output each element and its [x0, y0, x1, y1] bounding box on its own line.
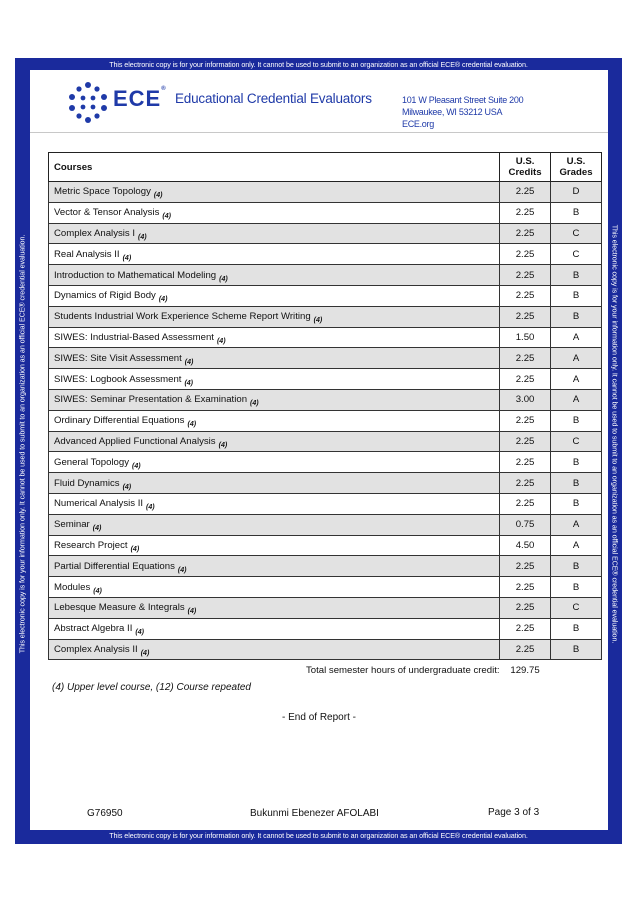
course-name: Metric Space Topology [54, 186, 151, 198]
course-level-marker: (4) [184, 379, 194, 387]
credits-cell: 1.50 [500, 327, 551, 348]
level-footnote: (4) Upper level course, (12) Course repeated [52, 682, 251, 693]
organization-address [402, 94, 523, 130]
table-row [49, 410, 602, 431]
table-row [49, 431, 602, 452]
credits-cell: 2.25 [500, 285, 551, 306]
table-row [49, 202, 602, 223]
credits-cell: 2.25 [500, 597, 551, 618]
course-level-marker: (4) [135, 629, 144, 637]
course-name: Ordinary Differential Equations [54, 415, 185, 427]
course-name-cell [49, 285, 500, 306]
total-empty-cell [551, 660, 602, 681]
grade-cell: A [551, 514, 602, 535]
course-name-cell [49, 618, 500, 639]
course-name: SIWES: Seminar Presentation & Examination [54, 394, 248, 406]
course-name-cell [49, 452, 500, 473]
total-label: Total semester hours of undergraduate credit: [49, 660, 500, 681]
table-row [49, 493, 602, 514]
table-row [49, 306, 602, 327]
course-name-cell [49, 473, 500, 494]
grade-cell: D [551, 182, 602, 203]
course-name-cell [49, 514, 500, 535]
report-header [30, 70, 608, 133]
course-name: SIWES: Logbook Assessment [54, 373, 182, 385]
credits-cell: 2.25 [500, 369, 551, 390]
credits-cell: 2.25 [500, 618, 551, 639]
course-name: SIWES: Site Visit Assessment [54, 352, 182, 364]
course-name: General Topology [54, 456, 130, 468]
credits-cell: 2.25 [500, 306, 551, 327]
course-name: Dynamics of Rigid Body [54, 290, 156, 302]
credits-cell: 3.00 [500, 389, 551, 410]
credits-cell: 2.25 [500, 493, 551, 514]
course-level-marker: (4) [92, 525, 102, 533]
left-disclaimer-banner: This electronic copy is for your information only. It cannot be used to submit to an organization as an official ECE® credential evaluation. [17, 234, 27, 654]
address-line-1: 101 W Pleasant Street Suite 200 [402, 95, 524, 105]
course-name: Complex Analysis II [54, 643, 138, 655]
course-level-marker: (4) [138, 233, 147, 241]
table-row [49, 597, 602, 618]
course-name-cell [49, 597, 500, 618]
credits-cell: 2.25 [500, 223, 551, 244]
address-line-2: Milwaukee, WI 53212 USA [402, 107, 503, 117]
table-row [49, 265, 602, 286]
grade-cell: B [551, 285, 602, 306]
course-name-cell [49, 577, 500, 598]
bottom-disclaimer-banner: This electronic copy is for your information only. It cannot be used to submit to an organization as an official ECE® credential evaluation. [109, 831, 528, 840]
end-of-report: - End of Report - [282, 712, 356, 723]
course-name: Vector & Tensor Analysis [54, 207, 160, 219]
organization-name: Educational Credential Evaluators [175, 91, 372, 106]
website-link[interactable]: ECE.org [402, 119, 434, 129]
course-level-marker: (4) [216, 337, 226, 345]
course-name: SIWES: Industrial-Based Assessment [54, 331, 214, 343]
table-row [49, 618, 602, 639]
course-name-cell [49, 202, 500, 223]
course-level-marker: (4) [313, 317, 323, 325]
course-level-marker: (4) [130, 545, 140, 553]
credits-cell: 2.25 [500, 431, 551, 452]
table-row [49, 244, 602, 265]
course-name-cell [49, 244, 500, 265]
top-disclaimer-banner: This electronic copy is for your information only. It cannot be used to submit to an organization as an official ECE® credential evaluation. [109, 60, 528, 69]
course-name-cell [49, 348, 500, 369]
course-name: Lebesque Measure & Integrals [54, 602, 185, 614]
course-name-cell [49, 639, 500, 660]
table-row [49, 452, 602, 473]
credits-cell: 2.25 [500, 348, 551, 369]
grade-cell: C [551, 597, 602, 618]
total-row [49, 660, 602, 681]
course-level-marker: (4) [146, 504, 155, 512]
course-name: Complex Analysis I [54, 227, 136, 239]
credits-cell: 2.25 [500, 577, 551, 598]
course-level-marker: (4) [187, 421, 197, 429]
credits-cell: 2.25 [500, 265, 551, 286]
course-rows [49, 182, 602, 660]
total-credits: 129.75 [500, 660, 551, 681]
grade-cell: B [551, 410, 602, 431]
course-name-cell [49, 265, 500, 286]
grade-cell: B [551, 639, 602, 660]
course-level-marker: (4) [122, 483, 132, 491]
course-name-cell [49, 223, 500, 244]
course-name: Advanced Applied Functional Analysis [54, 435, 216, 447]
course-level-marker: (4) [132, 462, 141, 470]
student-name: Bukunmi Ebenezer AFOLABI [250, 808, 379, 819]
course-name-cell [49, 556, 500, 577]
course-name: Research Project [54, 539, 128, 551]
grade-cell: A [551, 327, 602, 348]
credits-cell: 4.50 [500, 535, 551, 556]
table-row [49, 577, 602, 598]
course-level-marker: (4) [93, 587, 102, 595]
credits-cell: 0.75 [500, 514, 551, 535]
grade-cell: B [551, 306, 602, 327]
course-level-marker: (4) [153, 192, 163, 200]
course-level-marker: (4) [177, 566, 187, 574]
table-row [49, 639, 602, 660]
grade-cell: B [551, 556, 602, 577]
grade-cell: A [551, 348, 602, 369]
course-level-marker: (4) [218, 441, 228, 449]
grade-cell: C [551, 431, 602, 452]
table-row [49, 285, 602, 306]
grade-cell: A [551, 389, 602, 410]
grade-cell: C [551, 244, 602, 265]
credits-cell: 2.25 [500, 639, 551, 660]
grade-cell: A [551, 369, 602, 390]
course-name: Introduction to Mathematical Modeling [54, 269, 217, 281]
table-header-row [49, 153, 602, 182]
course-name: Numerical Analysis II [54, 498, 144, 510]
course-level-marker: (4) [158, 296, 168, 304]
course-name-cell [49, 182, 500, 203]
courses-column-header: Courses [49, 153, 500, 182]
grade-cell: B [551, 473, 602, 494]
course-level-marker: (4) [219, 275, 228, 283]
grades-column-header: U.S. Grades [551, 153, 602, 182]
table-row [49, 473, 602, 494]
course-name: Fluid Dynamics [54, 477, 120, 489]
course-level-marker: (4) [162, 213, 171, 221]
grade-cell: B [551, 452, 602, 473]
grade-cell: A [551, 535, 602, 556]
table-row [49, 348, 602, 369]
credits-cell: 2.25 [500, 244, 551, 265]
course-name: Abstract Algebra II [54, 623, 133, 635]
courses-table [48, 152, 602, 680]
course-name-cell [49, 431, 500, 452]
course-level-marker: (4) [122, 254, 132, 262]
right-disclaimer-banner: This electronic copy is for your information only. It cannot be used to submit to an organization as an official ECE® credential evaluation. [610, 224, 620, 644]
grade-cell: B [551, 265, 602, 286]
course-name-cell [49, 535, 500, 556]
course-name: Modules [54, 581, 91, 593]
course-level-marker: (4) [250, 400, 259, 408]
ece-logo-text: ECE® [113, 86, 167, 111]
grade-cell: C [551, 223, 602, 244]
grade-cell: B [551, 577, 602, 598]
course-name-cell [49, 493, 500, 514]
course-name-cell [49, 389, 500, 410]
credits-cell: 2.25 [500, 473, 551, 494]
table-row [49, 327, 602, 348]
credits-cell: 2.25 [500, 202, 551, 223]
table-row [49, 389, 602, 410]
credits-cell: 2.25 [500, 182, 551, 203]
ece-logo-icon [64, 80, 112, 124]
grade-cell: B [551, 618, 602, 639]
course-level-marker: (4) [184, 358, 194, 366]
course-name: Seminar [54, 519, 90, 531]
credits-column-header: U.S. Credits [500, 153, 551, 182]
course-name-cell [49, 327, 500, 348]
course-name: Students Industrial Work Experience Scheme Report Writing [54, 311, 311, 323]
course-name-cell [49, 369, 500, 390]
course-name-cell [49, 410, 500, 431]
table-row [49, 556, 602, 577]
course-level-marker: (4) [187, 608, 197, 616]
table-row [49, 223, 602, 244]
report-id: G76950 [87, 808, 123, 819]
credits-cell: 2.25 [500, 452, 551, 473]
table-row [49, 369, 602, 390]
course-name: Real Analysis II [54, 248, 120, 260]
credits-cell: 2.25 [500, 556, 551, 577]
course-name-cell [49, 306, 500, 327]
course-name: Partial Differential Equations [54, 560, 175, 572]
grade-cell: B [551, 493, 602, 514]
grade-cell: B [551, 202, 602, 223]
table-row [49, 182, 602, 203]
table-row [49, 514, 602, 535]
course-level-marker: (4) [140, 649, 150, 657]
table-row [49, 535, 602, 556]
credits-cell: 2.25 [500, 410, 551, 431]
page-number: Page 3 of 3 [488, 807, 540, 818]
